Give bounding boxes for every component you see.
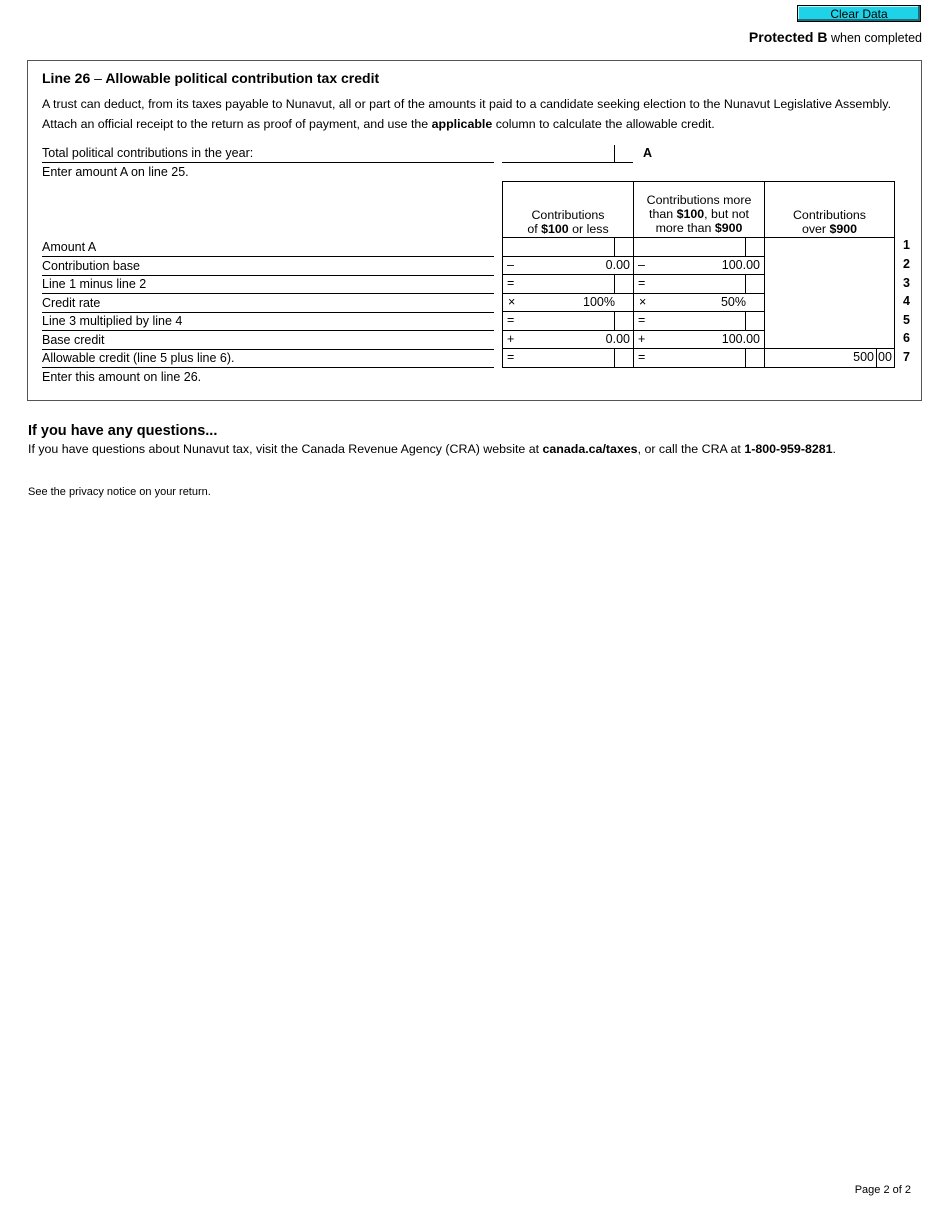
questions-heading: If you have any questions... bbox=[28, 423, 218, 439]
r7c3-cents bbox=[876, 348, 877, 367]
r6c2-operator: + bbox=[638, 332, 646, 346]
total-contributions-label: Total political contributions in the year: bbox=[42, 145, 494, 163]
r6c1-operator: + bbox=[507, 332, 515, 346]
row-label: Credit rate bbox=[42, 295, 494, 313]
line3-col2-input[interactable] bbox=[648, 275, 745, 292]
col3-header-line2: over $900 bbox=[801, 222, 858, 236]
enter-amount-a-note: Enter amount A on line 25. bbox=[42, 165, 189, 179]
clear-data-button[interactable]: Clear Data bbox=[797, 5, 921, 22]
questions-text-pre: If you have questions about Nunavut tax, visit the Canada Revenue Agency (CRA) website at bbox=[28, 442, 543, 456]
amount-a-col1-input[interactable] bbox=[503, 238, 614, 255]
r2c2-value: 100.00 bbox=[721, 258, 760, 272]
col2-header-line1: Contributions more bbox=[646, 193, 752, 207]
enter-line-26-note: Enter this amount on line 26. bbox=[42, 370, 202, 384]
page-number: Page 2 of 2 bbox=[854, 1184, 911, 1196]
r5c1-operator: = bbox=[507, 313, 515, 327]
col3-header-line1: Contributions bbox=[792, 208, 866, 222]
row-label: Contribution base bbox=[42, 258, 494, 276]
questions-text-post: . bbox=[832, 442, 836, 456]
para2-bold: applicable bbox=[431, 117, 493, 131]
r1c1-cents bbox=[614, 237, 615, 256]
amount-a-col2-input[interactable] bbox=[634, 238, 745, 255]
r2c2-operator: – bbox=[638, 258, 645, 272]
line5-col1-input[interactable] bbox=[517, 312, 614, 329]
r3c2-cents bbox=[745, 274, 746, 293]
col1-header bbox=[503, 208, 633, 236]
r7c2-operator: = bbox=[638, 350, 646, 364]
line5-col2-input[interactable] bbox=[648, 312, 745, 329]
para2-post: column to calculate the allowable credit. bbox=[495, 117, 715, 131]
col3-header bbox=[765, 208, 894, 236]
line3-col1-input[interactable] bbox=[517, 275, 614, 292]
title-dash: – bbox=[94, 70, 102, 86]
amount-a-code: A bbox=[643, 146, 653, 160]
r2c1-operator: – bbox=[507, 258, 514, 272]
row-label: Allowable credit (line 5 plus line 6). bbox=[42, 350, 494, 368]
row-label: Base credit bbox=[42, 332, 494, 350]
intro-paragraph-1: A trust can deduct, from its taxes payable to Nunavut, all or part of the amounts it paid to a candidate seeking election to the Nunavut Legislative Assembly. bbox=[42, 97, 892, 111]
cents-divider bbox=[614, 145, 615, 163]
privacy-notice: See the privacy notice on your return. bbox=[28, 486, 211, 498]
section-title bbox=[42, 70, 379, 86]
line-number: 7 bbox=[903, 350, 910, 364]
allowable-credit-cents: 00 bbox=[878, 350, 892, 364]
r4c2-value: 50% bbox=[720, 295, 746, 309]
col3-right-border bbox=[894, 181, 895, 368]
r7c1-cents bbox=[614, 348, 615, 367]
col2-header-line2: than $100, but not bbox=[649, 207, 749, 221]
r3c2-operator: = bbox=[638, 276, 646, 290]
line-number: 2 bbox=[903, 257, 910, 271]
r7c2-cents bbox=[745, 348, 746, 367]
col1-header-line2: of $100 or less bbox=[527, 222, 609, 236]
protected-b-notice bbox=[749, 29, 922, 45]
title-line-number: Line 26 bbox=[42, 70, 91, 86]
row-label: Line 3 multiplied by line 4 bbox=[42, 313, 494, 331]
line-number: 4 bbox=[903, 294, 910, 308]
intro-paragraph-2 bbox=[42, 117, 715, 131]
col2-header bbox=[634, 193, 764, 235]
r4c1-value: 100% bbox=[583, 295, 615, 309]
r1c2-cents bbox=[745, 237, 746, 256]
line7-col2-input[interactable] bbox=[648, 349, 745, 366]
col2-header-line3: more than $900 bbox=[655, 221, 743, 235]
cra-website-link[interactable]: canada.ca/taxes bbox=[542, 442, 638, 456]
r3c1-operator: = bbox=[507, 276, 515, 290]
r3c1-cents bbox=[614, 274, 615, 293]
row7-bottom bbox=[502, 367, 895, 368]
r2c1-value: 0.00 bbox=[605, 258, 630, 272]
line-number: 1 bbox=[903, 238, 910, 252]
line-number: 3 bbox=[903, 276, 910, 290]
r7c1-operator: = bbox=[507, 350, 515, 364]
r5c2-cents bbox=[745, 311, 746, 330]
row-label: Amount A bbox=[42, 239, 494, 257]
questions-text-mid: , or call the CRA at bbox=[637, 442, 745, 456]
line-number: 6 bbox=[903, 331, 910, 345]
protected-label: Protected B bbox=[748, 29, 828, 45]
title-text: Allowable political contribution tax credit bbox=[105, 70, 380, 86]
table-top-border bbox=[502, 181, 895, 182]
line7-col1-input[interactable] bbox=[517, 349, 614, 366]
line-number: 5 bbox=[903, 313, 910, 327]
r5c1-cents bbox=[614, 311, 615, 330]
allowable-credit-dollars: 500 bbox=[853, 350, 874, 364]
protected-suffix: when completed bbox=[830, 31, 922, 45]
r6c1-value: 0.00 bbox=[605, 332, 630, 346]
row-label: Line 1 minus line 2 bbox=[42, 276, 494, 294]
r4c1-operator: × bbox=[508, 295, 516, 309]
para2-pre: Attach an official receipt to the return as proof of payment, and use the bbox=[42, 117, 429, 131]
r5c2-operator: = bbox=[638, 313, 646, 327]
questions-text bbox=[28, 442, 836, 456]
r4c2-operator: × bbox=[639, 295, 647, 309]
r6c2-value: 100.00 bbox=[721, 332, 760, 346]
col1-header-line1: Contributions bbox=[531, 208, 605, 222]
cra-phone-number: 1-800-959-8281 bbox=[744, 442, 833, 456]
